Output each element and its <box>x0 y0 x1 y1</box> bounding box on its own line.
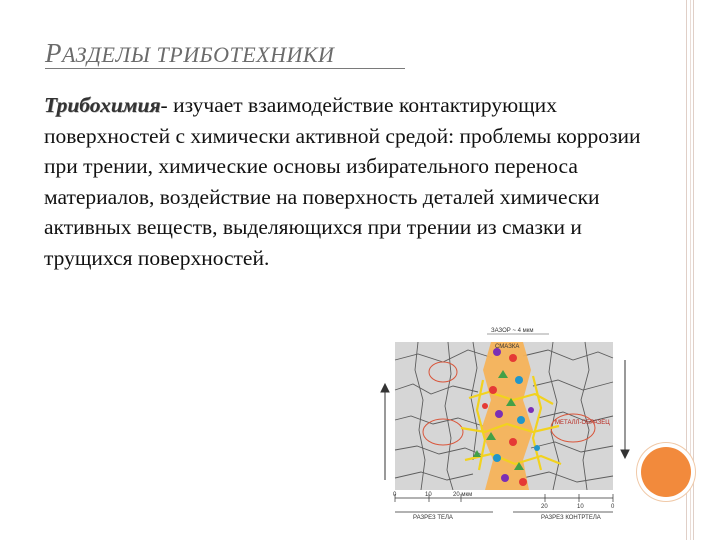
left-axis-tick-1: 10 <box>425 492 432 498</box>
left-axis-tick-0: 0 <box>393 492 397 498</box>
slide-title: РАЗДЕЛЫ ТРИБОТЕХНИКИ <box>45 38 335 68</box>
left-axis-tick-2: 20 мкм <box>453 492 473 498</box>
right-axis-tick-2: 20 <box>541 504 548 510</box>
right-axis-tick-0: 0 <box>611 504 615 510</box>
definition-paragraph <box>44 90 644 273</box>
decorative-orange-circle <box>641 447 691 497</box>
counterbody-section-label: РАЗРЕЗ КОНТРТЕЛА <box>541 515 601 520</box>
definition-text: - изучает взаимодействие контактирующих поверхностей с химически активной средой: проблемы коррозии при трении, химические основы избирательного переноса материалов, воздействие на поверхность деталей химически активных веществ, выделяющихся при трении из смазки и трущихся поверхностей. <box>44 93 641 270</box>
metal-specimen-label: МЕТАЛЛ-ОБРАЗЕЦ <box>555 420 610 426</box>
term-tribochemistry: Трибохимия <box>44 93 161 117</box>
gap-label: ЗАЗОР ~ 4 мкм <box>491 328 534 334</box>
title-underline <box>45 68 405 69</box>
right-axis-tick-1: 10 <box>577 504 584 510</box>
body-section-label: РАЗРЕЗ ТЕЛА <box>413 515 453 520</box>
tribo-contact-figure <box>373 320 641 520</box>
lubricant-label: СМАЗКА <box>495 344 520 350</box>
